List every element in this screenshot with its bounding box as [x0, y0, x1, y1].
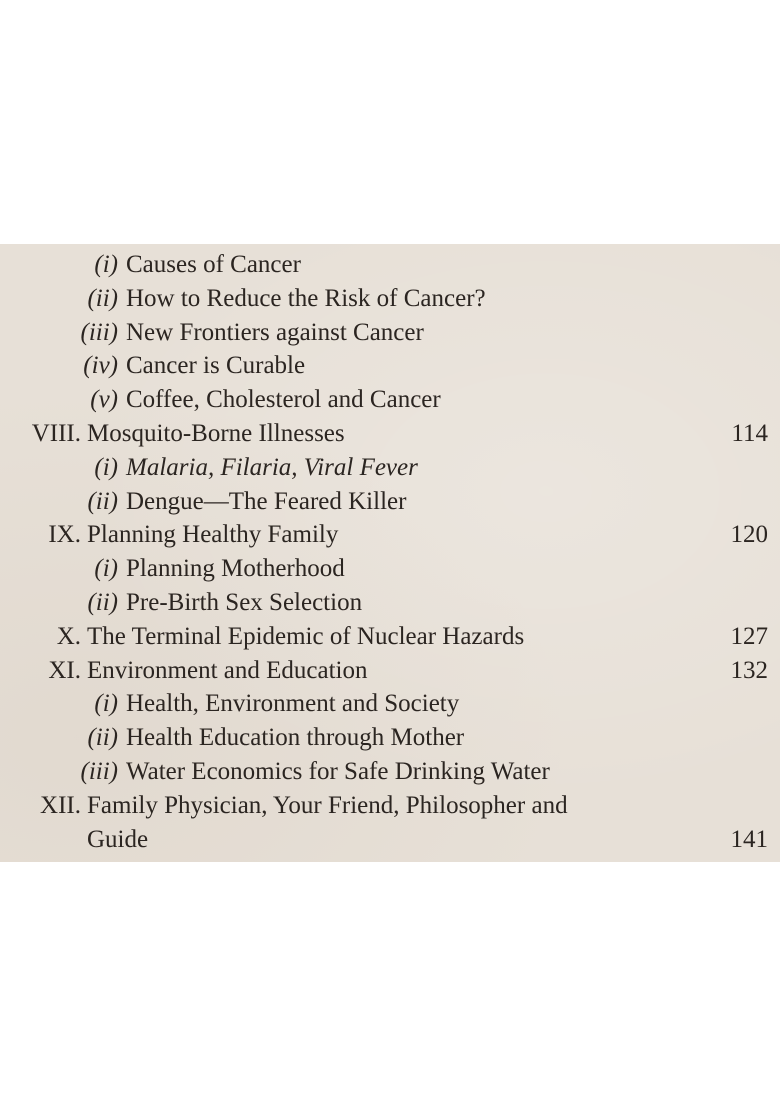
toc-subsection-row [0, 755, 780, 789]
toc-label: (ii) [87, 487, 118, 515]
toc-label: (ii) [87, 588, 118, 616]
toc-label: (i) [94, 555, 118, 583]
toc-title: Planning Healthy Family [87, 521, 339, 549]
toc-title: Family Physician, Your Friend, Philosopher and [87, 791, 568, 819]
toc-title: Planning Motherhood [126, 555, 345, 583]
toc-chapter-row [0, 417, 780, 451]
toc-title: Coffee, Cholesterol and Cancer [126, 386, 441, 414]
toc-title: Health Education through Mother [126, 724, 465, 752]
toc-subsection-row [0, 316, 780, 350]
toc-label: (iii) [80, 318, 118, 346]
toc-page-number: 141 [730, 825, 768, 853]
toc-title: Environment and Education [87, 656, 368, 684]
toc-label: (iv) [83, 352, 118, 380]
toc-title: The Terminal Epidemic of Nuclear Hazards [87, 622, 525, 650]
toc-title: Health, Environment and Society [126, 690, 460, 718]
toc-label: (i) [94, 690, 118, 718]
toc-title: Mosquito-Borne Illnesses [87, 419, 345, 447]
toc-title: Dengue—The Feared Killer [126, 487, 407, 515]
table-of-contents [0, 248, 780, 856]
toc-subsection-row [0, 451, 780, 485]
toc-subsection-row [0, 349, 780, 383]
toc-subsection-row [0, 248, 780, 282]
toc-title: Cancer is Curable [126, 352, 306, 380]
toc-title: Water Economics for Safe Drinking Water [126, 757, 550, 785]
toc-subsection-row [0, 552, 780, 586]
toc-subsection-row [0, 282, 780, 316]
toc-subsection-row [0, 687, 780, 721]
toc-label: IX. [48, 521, 81, 549]
toc-label: VIII. [31, 419, 81, 447]
toc-label: (iii) [80, 757, 118, 785]
toc-label: (ii) [87, 724, 118, 752]
toc-title: Pre-Birth Sex Selection [126, 588, 363, 616]
toc-title: New Frontiers against Cancer [126, 318, 424, 346]
scanned-page [0, 244, 780, 862]
toc-label: (ii) [87, 284, 118, 312]
toc-label: (v) [90, 386, 118, 414]
toc-subsection-row [0, 383, 780, 417]
toc-title: Malaria, Filaria, Viral Fever [126, 453, 418, 481]
toc-page-number: 120 [730, 521, 768, 549]
toc-page-number: 127 [730, 622, 768, 650]
toc-chapter-row [0, 518, 780, 552]
toc-label: (i) [94, 251, 118, 278]
toc-chapter-row [0, 654, 780, 688]
toc-page-number: 132 [730, 656, 768, 684]
toc-chapter-row [0, 620, 780, 654]
toc-label: X. [56, 622, 81, 650]
toc-title: Causes of Cancer [126, 251, 301, 278]
toc-subsection-row [0, 485, 780, 519]
toc-label: XII. [40, 791, 81, 819]
toc-subsection-row [0, 586, 780, 620]
toc-chapter-row [0, 789, 780, 823]
toc-page-number: 114 [731, 419, 768, 447]
toc-continuation-row [0, 823, 780, 857]
toc-title: Guide [87, 825, 149, 853]
toc-label: (i) [94, 453, 118, 481]
toc-label: XI. [48, 656, 81, 684]
toc-title: How to Reduce the Risk of Cancer? [126, 284, 486, 312]
toc-subsection-row [0, 721, 780, 755]
